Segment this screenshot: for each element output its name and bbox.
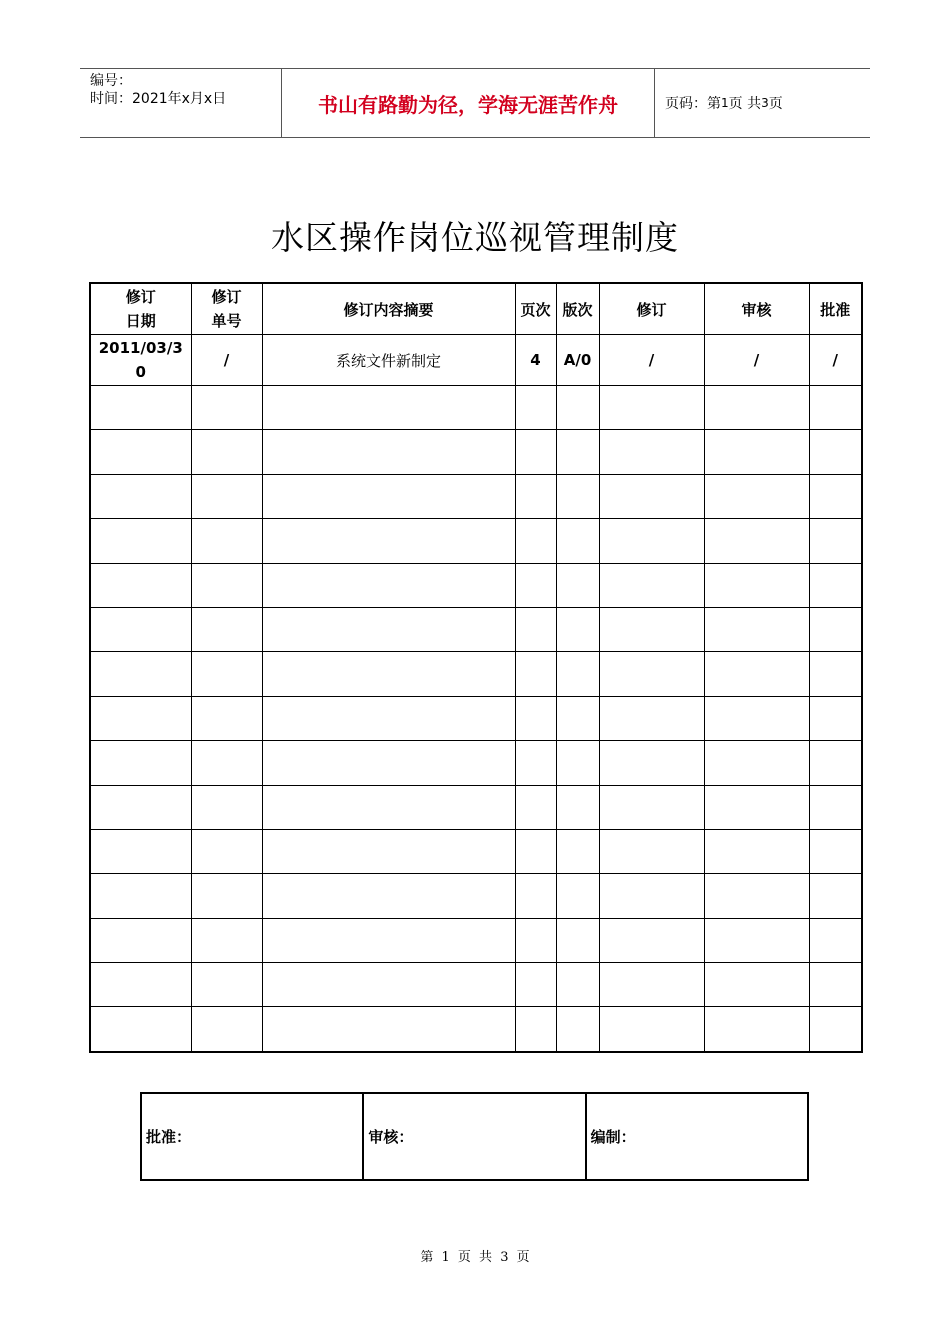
table-cell-empty	[556, 607, 599, 651]
table-cell-empty	[90, 474, 191, 518]
table-cell-empty	[809, 963, 862, 1007]
table-row-empty	[90, 652, 862, 696]
table-cell-empty	[191, 874, 262, 918]
signature-table	[140, 1092, 809, 1181]
table-cell-empty	[515, 696, 556, 740]
table-cell-empty	[704, 874, 809, 918]
doc-number-label: 编号：	[90, 73, 132, 89]
table-cell-empty	[515, 785, 556, 829]
page-mid: 页 共	[728, 96, 762, 112]
table-cell-empty	[809, 563, 862, 607]
table-cell-empty	[191, 563, 262, 607]
table-cell-empty	[191, 1007, 262, 1052]
table-cell-empty	[262, 652, 515, 696]
table-row-empty	[90, 519, 862, 563]
table-row-empty	[90, 563, 862, 607]
table-cell-empty	[191, 474, 262, 518]
table-row-empty	[90, 918, 862, 962]
table-cell-empty	[556, 1007, 599, 1052]
table-cell-empty	[262, 430, 515, 474]
table-cell-empty	[704, 741, 809, 785]
cell-date	[90, 335, 191, 386]
table-cell-empty	[556, 652, 599, 696]
cell-number: /	[191, 335, 262, 386]
table-cell-empty	[90, 652, 191, 696]
header-text: 修订	[211, 288, 242, 306]
table-cell-empty	[809, 474, 862, 518]
table-cell-empty	[515, 386, 556, 430]
table-cell-empty	[704, 963, 809, 1007]
table-row	[90, 335, 862, 386]
table-cell-empty	[809, 874, 862, 918]
table-cell-empty	[599, 696, 704, 740]
table-cell-empty	[599, 1007, 704, 1052]
table-cell-empty	[599, 519, 704, 563]
cell-text: 0	[135, 363, 146, 381]
table-cell-empty	[599, 607, 704, 651]
cell-text: 2011/03/3	[98, 339, 183, 357]
review-signature-field[interactable]: 审核：	[363, 1093, 585, 1180]
table-cell-empty	[191, 785, 262, 829]
table-cell-empty	[599, 652, 704, 696]
table-row-empty	[90, 696, 862, 740]
table-cell-empty	[599, 563, 704, 607]
table-header-row	[90, 283, 862, 335]
table-cell-empty	[515, 652, 556, 696]
table-cell-empty	[704, 519, 809, 563]
empty-rows	[90, 386, 862, 1052]
header-version: 版次	[556, 283, 599, 335]
table-cell-empty	[556, 519, 599, 563]
table-row-empty	[90, 963, 862, 1007]
table-cell-empty	[599, 918, 704, 962]
table-cell-empty	[556, 741, 599, 785]
table-cell-empty	[90, 1007, 191, 1052]
table-cell-empty	[515, 741, 556, 785]
table-cell-empty	[90, 918, 191, 962]
header-revise: 修订	[599, 283, 704, 335]
header-meta	[90, 72, 226, 108]
table-cell-empty	[515, 918, 556, 962]
header-text: 日期	[125, 312, 156, 330]
header-approve: 批准	[809, 283, 862, 335]
table-cell-empty	[599, 874, 704, 918]
table-cell-empty	[556, 474, 599, 518]
table-cell-empty	[90, 741, 191, 785]
table-cell-empty	[556, 963, 599, 1007]
header-motto: 书山有路勤为径，学海无涯苦作舟	[318, 92, 618, 117]
table-cell-empty	[704, 430, 809, 474]
table-cell-empty	[262, 874, 515, 918]
approve-signature-field[interactable]: 批准：	[141, 1093, 363, 1180]
table-cell-empty	[809, 607, 862, 651]
table-cell-empty	[262, 963, 515, 1007]
table-cell-empty	[191, 652, 262, 696]
table-cell-empty	[599, 785, 704, 829]
table-cell-empty	[191, 963, 262, 1007]
cell-revise: /	[599, 335, 704, 386]
cell-version: A/0	[556, 335, 599, 386]
table-cell-empty	[90, 430, 191, 474]
page-header	[80, 68, 870, 138]
table-cell-empty	[515, 474, 556, 518]
table-cell-empty	[809, 1007, 862, 1052]
table-cell-empty	[809, 918, 862, 962]
table-cell-empty	[704, 1007, 809, 1052]
table-cell-empty	[90, 785, 191, 829]
table-cell-empty	[191, 607, 262, 651]
header-pages: 页次	[515, 283, 556, 335]
header-text: 单号	[211, 312, 242, 330]
table-cell-empty	[90, 829, 191, 873]
table-cell-empty	[809, 829, 862, 873]
table-row-empty	[90, 430, 862, 474]
table-cell-empty	[599, 386, 704, 430]
table-cell-empty	[515, 430, 556, 474]
table-row-empty	[90, 829, 862, 873]
table-cell-empty	[704, 474, 809, 518]
revision-table	[89, 282, 863, 1053]
header-revision-date	[90, 283, 191, 335]
table-cell-empty	[556, 563, 599, 607]
table-cell-empty	[556, 918, 599, 962]
page-footer: 第 1 页 共 3 页	[420, 1250, 530, 1265]
table-cell-empty	[515, 1007, 556, 1052]
table-cell-empty	[809, 519, 862, 563]
table-cell-empty	[262, 741, 515, 785]
cell-approve: /	[809, 335, 862, 386]
table-cell-empty	[556, 386, 599, 430]
table-cell-empty	[809, 696, 862, 740]
table-cell-empty	[809, 652, 862, 696]
table-cell-empty	[262, 918, 515, 962]
table-cell-empty	[556, 829, 599, 873]
table-cell-empty	[191, 519, 262, 563]
table-cell-empty	[556, 696, 599, 740]
header-summary: 修订内容摘要	[262, 283, 515, 335]
table-cell-empty	[704, 563, 809, 607]
table-cell-empty	[262, 519, 515, 563]
table-cell-empty	[262, 696, 515, 740]
table-cell-empty	[599, 741, 704, 785]
table-cell-empty	[704, 785, 809, 829]
table-cell-empty	[90, 696, 191, 740]
table-cell-empty	[556, 785, 599, 829]
table-cell-empty	[704, 918, 809, 962]
table-cell-empty	[191, 386, 262, 430]
table-row-empty	[90, 785, 862, 829]
header-divider	[654, 69, 655, 137]
table-cell-empty	[599, 829, 704, 873]
page-total: 3	[761, 96, 769, 110]
table-cell-empty	[704, 652, 809, 696]
table-row-empty	[90, 1007, 862, 1052]
table-cell-empty	[90, 874, 191, 918]
compile-signature-field[interactable]: 编制：	[586, 1093, 808, 1180]
header-text: 修订	[125, 288, 156, 306]
page-current: 1	[721, 96, 729, 110]
table-cell-empty	[556, 430, 599, 474]
table-cell-empty	[90, 963, 191, 1007]
doc-time-label: 时间：2021年x月x日	[90, 91, 227, 107]
table-cell-empty	[191, 696, 262, 740]
table-cell-empty	[704, 696, 809, 740]
table-cell-empty	[90, 563, 191, 607]
table-cell-empty	[515, 963, 556, 1007]
table-cell-empty	[515, 519, 556, 563]
table-row-empty	[90, 874, 862, 918]
table-cell-empty	[704, 607, 809, 651]
table-cell-empty	[599, 474, 704, 518]
table-cell-empty	[704, 829, 809, 873]
table-cell-empty	[515, 874, 556, 918]
table-cell-empty	[809, 386, 862, 430]
table-cell-empty	[599, 430, 704, 474]
table-row-empty	[90, 474, 862, 518]
table-cell-empty	[262, 386, 515, 430]
cell-review: /	[704, 335, 809, 386]
page-end: 页	[768, 96, 783, 112]
table-cell-empty	[262, 829, 515, 873]
cell-pages: 4	[515, 335, 556, 386]
table-cell-empty	[515, 563, 556, 607]
table-cell-empty	[556, 874, 599, 918]
header-page-info	[665, 69, 783, 137]
table-cell-empty	[262, 474, 515, 518]
table-cell-empty	[191, 430, 262, 474]
table-cell-empty	[191, 918, 262, 962]
table-cell-empty	[262, 563, 515, 607]
cell-summary: 系统文件新制定	[262, 335, 515, 386]
table-cell-empty	[262, 607, 515, 651]
table-cell-empty	[262, 1007, 515, 1052]
table-cell-empty	[191, 829, 262, 873]
table-cell-empty	[262, 785, 515, 829]
table-cell-empty	[90, 607, 191, 651]
table-cell-empty	[90, 519, 191, 563]
table-row-empty	[90, 386, 862, 430]
header-revision-number	[191, 283, 262, 335]
table-cell-empty	[809, 741, 862, 785]
table-cell-empty	[515, 829, 556, 873]
table-cell-empty	[809, 785, 862, 829]
table-cell-empty	[599, 963, 704, 1007]
page-label: 页码：第	[665, 96, 721, 112]
header-review: 审核	[704, 283, 809, 335]
table-row-empty	[90, 741, 862, 785]
document-title: 水区操作岗位巡视管理制度	[271, 218, 679, 257]
table-cell-empty	[90, 386, 191, 430]
table-cell-empty	[191, 741, 262, 785]
table-cell-empty	[704, 386, 809, 430]
table-row-empty	[90, 607, 862, 651]
table-cell-empty	[809, 430, 862, 474]
table-cell-empty	[515, 607, 556, 651]
